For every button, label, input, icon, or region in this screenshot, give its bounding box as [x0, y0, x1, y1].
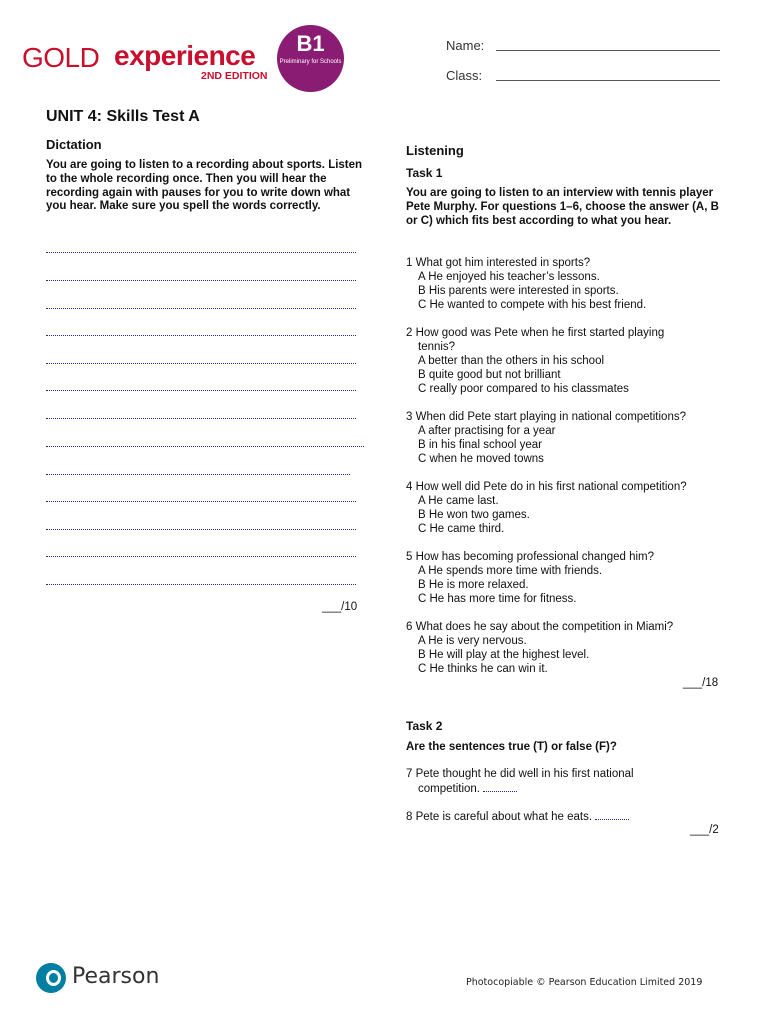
dictation-line-4[interactable]: [46, 335, 356, 336]
dictation-line-7[interactable]: [46, 418, 356, 419]
dictation-heading: Dictation: [46, 137, 102, 152]
dictation-line-13[interactable]: [46, 584, 356, 585]
task1-instructions: You are going to listen to an interview with tennis player Pete Murphy. For questions 1–6, choose the answer (A, B or C) which fits best according to what you hear.: [406, 187, 719, 227]
task1-score: ___/18: [683, 677, 719, 689]
question-stem: 5 How has becoming professional changed him?: [406, 551, 655, 563]
dictation-instructions: You are going to listen to a recording about sports. Listen to the whole recording once. Then you will hear the recording again with pauses for you to write down what you hear. Make sure you spell the words correctly.: [46, 159, 363, 213]
option-a[interactable]: A He is very nervous.: [418, 634, 527, 647]
pearson-logo-text: Pearson: [72, 964, 160, 989]
dictation-line-1[interactable]: [46, 252, 356, 253]
option-a[interactable]: A after practising for a year: [418, 424, 556, 437]
option-a[interactable]: A He enjoyed his teacher’s lessons.: [418, 270, 600, 283]
option-b[interactable]: B He won two games.: [418, 508, 530, 521]
dictation-line-8[interactable]: [46, 446, 364, 447]
question-8-text: 8 Pete is careful about what he eats.: [406, 811, 593, 823]
dictation-line-2[interactable]: [46, 280, 356, 281]
option-b[interactable]: B His parents were interested in sports.: [418, 284, 619, 297]
dictation-line-9[interactable]: [46, 474, 350, 475]
question-6: [406, 621, 673, 677]
option-a[interactable]: A He spends more time with friends.: [418, 564, 603, 577]
option-b[interactable]: B quite good but not brilliant: [418, 368, 561, 381]
task2-instructions: Are the sentences true (T) or false (F)?: [406, 741, 617, 753]
task2-heading: Task 2: [406, 719, 443, 733]
question-stem: 6 What does he say about the competition in Miami?: [406, 621, 674, 633]
brand-experience: experience: [114, 40, 256, 71]
task2-score: ___/2: [690, 824, 719, 836]
dictation-line-5[interactable]: [46, 363, 356, 364]
option-a[interactable]: A He came last.: [418, 494, 499, 507]
dictation-score: ___/10: [322, 601, 358, 613]
option-c[interactable]: C He wanted to compete with his best friend.: [418, 298, 647, 311]
option-a[interactable]: A better than the others in his school: [418, 354, 605, 367]
option-c[interactable]: C really poor compared to his classmates: [418, 382, 629, 395]
question-7-word: competition.: [418, 782, 481, 795]
name-label: Name:: [446, 38, 485, 53]
level-label: B1: [296, 31, 325, 56]
question-8: [406, 810, 629, 825]
option-c[interactable]: C He has more time for fitness.: [418, 592, 577, 605]
option-c[interactable]: C He came third.: [418, 522, 505, 535]
question-4: [406, 481, 687, 537]
answer-blank-7[interactable]: [483, 782, 517, 792]
question-7: [406, 768, 634, 797]
dictation-line-3[interactable]: [46, 308, 356, 309]
question-stem: 2 How good was Pete when he first started playing: [406, 327, 665, 339]
question-7-text-continued: [406, 782, 634, 797]
question-5: [406, 551, 654, 607]
question-stem: 1 What got him interested in sports?: [406, 257, 591, 269]
level-sub-label: Preliminary for Schools: [279, 59, 342, 65]
option-b[interactable]: B in his final school year: [418, 438, 543, 451]
unit-title: UNIT 4: Skills Test A: [46, 108, 200, 125]
edition-label: 2ND EDITION: [201, 70, 268, 82]
task1-heading: Task 1: [406, 166, 443, 180]
question-stem: 4 How well did Pete do in his first national competition?: [406, 481, 687, 493]
class-label: Class:: [446, 68, 483, 83]
option-b[interactable]: B He will play at the highest level.: [418, 648, 590, 661]
question-stem: 3 When did Pete start playing in national competitions?: [406, 411, 686, 423]
dictation-line-12[interactable]: [46, 556, 356, 557]
question-7-text: 7 Pete thought he did well in his first national: [406, 768, 634, 780]
question-2: [406, 327, 664, 397]
question-1: [406, 257, 646, 313]
brand-gold: GOLD: [22, 42, 100, 73]
name-field[interactable]: [496, 50, 720, 51]
pearson-logo-icon: [36, 963, 66, 993]
answer-blank-8[interactable]: [595, 810, 629, 820]
question-3: [406, 411, 686, 467]
option-b[interactable]: B He is more relaxed.: [418, 578, 529, 591]
copyright-note: Photocopiable © Pearson Education Limited 2019: [466, 977, 703, 988]
class-field[interactable]: [496, 80, 720, 81]
dictation-line-11[interactable]: [46, 529, 356, 530]
listening-heading: Listening: [406, 143, 464, 158]
level-badge: [277, 25, 344, 92]
option-c[interactable]: C when he moved towns: [418, 452, 544, 465]
dictation-line-10[interactable]: [46, 501, 356, 502]
option-c[interactable]: C He thinks he can win it.: [418, 662, 548, 675]
dictation-line-6[interactable]: [46, 390, 356, 391]
question-stem-continued: tennis?: [418, 340, 456, 353]
